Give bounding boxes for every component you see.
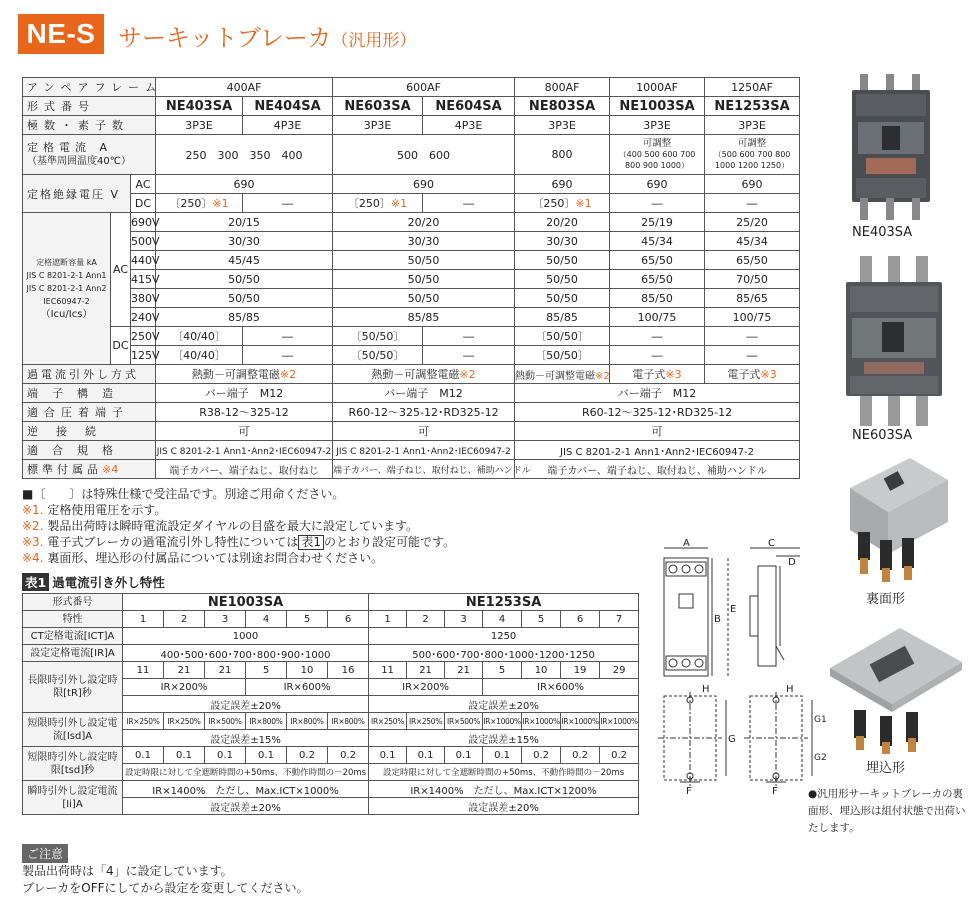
label-poles: 極数・素子数 — [23, 116, 156, 135]
t1-short: IR×800% — [246, 713, 287, 730]
rated-800: 800 — [515, 135, 610, 175]
terminal-400: バー端子 M12 — [156, 384, 333, 403]
terminal-600: バー端子 M12 — [333, 384, 515, 403]
t1-num: 1 — [369, 611, 407, 628]
caution-line-2: ブレーカをOFFにしてから設定を変更してください。 — [22, 881, 309, 895]
t1-stime: 0.1 — [246, 747, 287, 764]
dim-c: C — [768, 538, 775, 549]
break-voltage: 690V — [131, 213, 156, 232]
dim-f: F — [686, 786, 692, 797]
t1-long: 10 — [287, 662, 328, 679]
break-cell: 45/45 — [156, 251, 333, 270]
t1-num: 2 — [407, 611, 445, 628]
break-voltage: 250V — [131, 327, 156, 346]
poles-cell: 3P3E — [333, 116, 423, 135]
note-1: ※1. 定格使用電圧を示す。 — [22, 503, 167, 517]
label-breaking-2: JIS C 8201-2-1 Ann1 — [26, 271, 107, 280]
reverse-400: 可 — [156, 422, 333, 441]
note-0: ■〔 〕は特殊仕様で受注品です。別途ご用命ください。 — [22, 487, 345, 501]
label-model: 形式番号 — [23, 97, 156, 116]
break-voltage: 415V — [131, 270, 156, 289]
t1-num: 6 — [328, 611, 369, 628]
t1-long: 11 — [369, 662, 407, 679]
row-break-dc125 — [23, 346, 800, 365]
rated-1250-a: （500 600 700 800 — [713, 150, 791, 159]
row-poles — [23, 116, 800, 135]
t1-stime: 0.1 — [205, 747, 246, 764]
rated-1000 — [610, 135, 705, 175]
t1-num: 5 — [287, 611, 328, 628]
trip-800: 熱動－可調整電磁※2 — [515, 365, 610, 384]
label-trip: 過電流引外し方式 — [23, 365, 156, 384]
dim-e: E — [730, 604, 737, 615]
t1-num: 3 — [205, 611, 246, 628]
ne403sa-label: NE403SA — [852, 225, 913, 240]
rated-1000-b: 800 900 1000） — [625, 161, 690, 170]
t1-short: IR×1000% — [600, 713, 639, 730]
break-cell: 〔50/50〕 — [333, 327, 423, 346]
break-cell: ― — [705, 346, 800, 365]
poles-cell: 4P3E — [423, 116, 515, 135]
ne403sa-photo — [846, 74, 936, 220]
break-cell: ― — [243, 327, 333, 346]
t1-stime: 0.2 — [561, 747, 600, 764]
t1-inst-1000: IR×1400% ただし、Max.ICT×1000% — [123, 781, 369, 798]
break-cell: 65/50 — [610, 251, 705, 270]
ins-ac-400: 690 — [156, 175, 333, 194]
frame-1250: 1250AF — [705, 78, 800, 97]
break-cell: ― — [243, 346, 333, 365]
reverse-600: 可 — [333, 422, 515, 441]
t1-long: 21 — [407, 662, 445, 679]
frame-600: 600AF — [333, 78, 515, 97]
t1-inst-1250: IR×1400% ただし、Max.ICT×1200% — [369, 781, 639, 798]
t1-long-tol: 設定誤差±20% — [369, 696, 639, 713]
t1-inst-tol: 設定誤差±20% — [369, 798, 639, 815]
break-cell: ― — [423, 327, 515, 346]
t1-set-1000: 400･500･600･700･800･900･1000 — [123, 645, 369, 662]
label-frame: アンペアフレーム — [23, 78, 156, 97]
t1-stime: 0.1 — [369, 747, 407, 764]
note-2: ※2. 製品出荷時は瞬時電流設定ダイヤルの目盛を最大に設定しています。 — [22, 519, 419, 533]
t1-row-inst — [23, 781, 639, 798]
t1-long: 5 — [483, 662, 522, 679]
label-standard: 適合規格 — [23, 441, 156, 460]
t1-short-tol: 設定誤差±15% — [123, 730, 369, 747]
t1-stime: 0.2 — [522, 747, 561, 764]
ins-dc-803: 〔250〕※1 — [515, 194, 610, 213]
t1-long: 21 — [445, 662, 483, 679]
break-cell: ― — [705, 327, 800, 346]
break-cell: 〔40/40〕 — [156, 327, 243, 346]
t1-short: IR×800% — [287, 713, 328, 730]
label-ins-ac: AC — [131, 175, 156, 194]
mount-note: ●汎用形サーキットブレーカの裏面形、埋込形は組付状態で出荷いたします。 — [808, 788, 966, 834]
row-reverse — [23, 422, 800, 441]
break-cell: 20/15 — [156, 213, 333, 232]
break-cell: 45/34 — [705, 232, 800, 251]
rated-600: 500 600 — [333, 135, 515, 175]
t1-label-short: 短限時引外し設定電流[Isd]A — [23, 713, 123, 747]
row-terminal — [23, 384, 800, 403]
overcurrent-table — [22, 593, 639, 815]
break-cell: 50/50 — [333, 289, 515, 308]
break-cell: 100/75 — [610, 308, 705, 327]
t1-stime: 0.1 — [483, 747, 522, 764]
row-accessory — [23, 460, 800, 479]
frame-400: 400AF — [156, 78, 333, 97]
t1-num: 5 — [522, 611, 561, 628]
model-ne803sa: NE803SA — [515, 97, 610, 116]
caution-section — [22, 843, 309, 895]
ins-dc-604: ― — [423, 194, 515, 213]
t1-long: 11 — [123, 662, 164, 679]
caution-line-1: 製品出荷時は「4」に設定しています。 — [22, 864, 233, 878]
t1-short: IR×500% — [205, 713, 246, 730]
notes — [22, 486, 455, 566]
label-breaking-1: 定格遮断容量 kA — [36, 258, 97, 267]
break-cell: 100/75 — [705, 308, 800, 327]
ins-dc-404: ― — [243, 194, 333, 213]
trip-1250: 電子式※3 — [705, 365, 800, 384]
t1-stime-note: 設定時限に対して全遮断時間の+50ms、不動作時間の－20ms — [123, 764, 369, 781]
t1-label-inst: 瞬時引外し設定電流[Ii]A — [23, 781, 123, 815]
label-ins-dc: DC — [131, 194, 156, 213]
ins-ac-1000: 690 — [610, 175, 705, 194]
t1-num: 4 — [483, 611, 522, 628]
break-cell: 〔50/50〕 — [515, 346, 610, 365]
dim-g2: G2 — [814, 753, 827, 763]
frame-1000: 1000AF — [610, 78, 705, 97]
t1-num: 2 — [164, 611, 205, 628]
label-insulation: 定格絶縁電圧 V — [23, 175, 131, 213]
caution-text — [22, 863, 309, 897]
break-cell: 20/20 — [515, 213, 610, 232]
row-break-500 — [23, 232, 800, 251]
t1-row-char — [23, 611, 639, 628]
t1-label-model: 形式番号 — [23, 594, 123, 611]
label-breaking — [23, 213, 111, 365]
crimp-600: R60-12～325-12･RD325-12 — [333, 403, 515, 422]
break-cell: ― — [423, 346, 515, 365]
dim-f-2: F — [772, 786, 778, 797]
reverse-800: 可 — [515, 422, 800, 441]
t1-label-char: 特性 — [23, 611, 123, 628]
poles-cell: 3P3E — [515, 116, 610, 135]
row-break-240 — [23, 308, 800, 327]
t1-row-model — [23, 594, 639, 611]
note-4: ※4. 裏面形、埋込形の付属品については別途お問合わせください。 — [22, 551, 384, 565]
t1-stime: 0.1 — [407, 747, 445, 764]
t1-long-tol: 設定誤差±20% — [123, 696, 369, 713]
row-model — [23, 97, 800, 116]
crimp-400: R38-12～325-12 — [156, 403, 333, 422]
rated-400: 250 300 350 400 — [156, 135, 333, 175]
label-rated-current — [23, 135, 156, 175]
poles-cell: 4P3E — [243, 116, 333, 135]
label-breaking-5: （Icu/Ics） — [40, 309, 93, 320]
t1-stime: 0.2 — [600, 747, 639, 764]
break-cell: 〔50/50〕 — [515, 327, 610, 346]
row-crimp — [23, 403, 800, 422]
model-ne603sa: NE603SA — [333, 97, 423, 116]
t1-row-long — [23, 662, 639, 679]
t1-stime: 0.1 — [445, 747, 483, 764]
t1-label-set: 設定定格電流[IR]A — [23, 645, 123, 662]
flush-type-photo — [826, 618, 966, 754]
break-cell: 50/50 — [515, 289, 610, 308]
t1-num: 4 — [246, 611, 287, 628]
t1-long-mult: IR×600% — [246, 679, 369, 696]
label-break-dc: DC — [111, 327, 131, 365]
model-ne404sa: NE404SA — [243, 97, 333, 116]
t1-stime: 0.1 — [164, 747, 205, 764]
t1-short: IR×500% — [445, 713, 483, 730]
series-badge: NE-S — [18, 14, 104, 54]
break-cell: ― — [610, 327, 705, 346]
break-voltage: 125V — [131, 346, 156, 365]
label-accessory: 標準付属品※4 — [23, 460, 156, 479]
t1-long: 16 — [328, 662, 369, 679]
label-breaking-3: JIS C 8201-2-1 Ann2 — [26, 284, 107, 293]
break-voltage: 440V — [131, 251, 156, 270]
dim-a: A — [683, 538, 690, 549]
dim-h: H — [702, 684, 710, 695]
t1-inst-tol: 設定誤差±20% — [123, 798, 369, 815]
t1-label-long: 長限時引外し設定時限[tR]秒 — [23, 662, 123, 713]
trip-1000: 電子式※3 — [610, 365, 705, 384]
row-insulation-ac — [23, 175, 800, 194]
trip-400: 熱動－可調整電磁※2 — [156, 365, 333, 384]
break-cell: 65/50 — [705, 251, 800, 270]
title-text: サーキットブレーカ — [118, 24, 332, 52]
t1-long-mult: IR×200% — [123, 679, 246, 696]
break-cell: 50/50 — [156, 289, 333, 308]
ins-ac-600: 690 — [333, 175, 515, 194]
caution-tag: ご注意 — [22, 844, 68, 863]
accessory-400: 端子カバー、端子ねじ、取付ねじ — [156, 460, 333, 479]
label-rated-sub: （基準周囲温度40℃） — [27, 155, 131, 167]
title-sub: （汎用形） — [331, 31, 417, 51]
t1-short: IR×1000% — [483, 713, 522, 730]
break-cell: 50/50 — [515, 251, 610, 270]
model-ne403sa: NE403SA — [156, 97, 243, 116]
dim-h-2: H — [786, 684, 794, 695]
t1-long: 21 — [164, 662, 205, 679]
rear-type-label: 裏面形 — [866, 592, 906, 607]
t1-short: IR×250% — [123, 713, 164, 730]
dim-g1: G1 — [814, 715, 827, 725]
row-insulation-dc — [23, 194, 800, 213]
break-cell: 30/30 — [515, 232, 610, 251]
t1-num: 6 — [561, 611, 600, 628]
table1-title: 過電流引き外し特性 — [52, 575, 165, 590]
frame-800: 800AF — [515, 78, 610, 97]
t1-long: 10 — [522, 662, 561, 679]
t1-model-1000: NE1003SA — [123, 594, 369, 611]
t1-stime: 0.1 — [123, 747, 164, 764]
ins-dc-403: 〔250〕※1 — [156, 194, 243, 213]
row-rated-current — [23, 135, 800, 175]
dim-g: G — [728, 734, 736, 745]
break-voltage: 500V — [131, 232, 156, 251]
t1-stime-note: 設定時限に対して全遮断時間の+50ms、不動作時間の－20ms — [369, 764, 639, 781]
t1-num: 1 — [123, 611, 164, 628]
break-cell: 20/20 — [333, 213, 515, 232]
break-cell: ― — [610, 346, 705, 365]
break-cell: 〔40/40〕 — [156, 346, 243, 365]
standard-800: JIS C 8201-2-1 Ann1･Ann2･IEC60947-2 — [515, 441, 800, 460]
ne603sa-photo — [842, 256, 946, 426]
label-terminal: 端子構造 — [23, 384, 156, 403]
poles-cell: 3P3E — [610, 116, 705, 135]
break-cell: 30/30 — [333, 232, 515, 251]
break-voltage: 240V — [131, 308, 156, 327]
label-break-ac: AC — [111, 213, 131, 327]
break-cell: 25/20 — [705, 213, 800, 232]
terminal-800: バー端子 M12 — [515, 384, 800, 403]
t1-long: 19 — [561, 662, 600, 679]
t1-num: 7 — [600, 611, 639, 628]
ins-dc-1000: ― — [610, 194, 705, 213]
rated-1250 — [705, 135, 800, 175]
t1-row-set — [23, 645, 639, 662]
row-frame — [23, 78, 800, 97]
t1-short: IR×250% — [164, 713, 205, 730]
break-cell: 85/85 — [333, 308, 515, 327]
label-reverse: 逆接続 — [23, 422, 156, 441]
dimension-drawing — [650, 536, 827, 797]
trip-600: 熱動－可調整電磁※2 — [333, 365, 515, 384]
rated-1000-title: 可調整 — [642, 138, 672, 149]
label-rated-main: 定格電流 A — [27, 140, 113, 154]
rear-type-photo — [840, 458, 952, 584]
break-cell: 70/50 — [705, 270, 800, 289]
break-cell: 45/34 — [610, 232, 705, 251]
dim-b: B — [714, 614, 721, 625]
rated-1250-b: 1000 1200 1250） — [714, 161, 790, 170]
ins-ac-800: 690 — [515, 175, 610, 194]
t1-short: IR×1000% — [561, 713, 600, 730]
label-crimp: 適合圧着端子 — [23, 403, 156, 422]
t1-long: 5 — [246, 662, 287, 679]
model-ne1253sa: NE1253SA — [705, 97, 800, 116]
break-cell: 85/50 — [610, 289, 705, 308]
standard-400: JIS C 8201-2-1 Ann1･Ann2･IEC60947-2 — [156, 441, 333, 460]
break-cell: 65/50 — [610, 270, 705, 289]
rated-1250-title: 可調整 — [737, 138, 767, 149]
accessory-600: 端子カバー、端子ねじ、取付ねじ、補助ハンドル — [333, 460, 515, 479]
t1-long: 29 — [600, 662, 639, 679]
t1-short: IR×1000% — [522, 713, 561, 730]
crimp-800: R60-12～325-12･RD325-12 — [515, 403, 800, 422]
label-breaking-4: IEC60947-2 — [43, 297, 90, 306]
rated-1000-a: （400 500 600 700 — [618, 150, 696, 159]
row-break-415 — [23, 270, 800, 289]
t1-stime: 0.2 — [287, 747, 328, 764]
ins-ac-1250: 690 — [705, 175, 800, 194]
table1-heading — [22, 573, 165, 591]
note-3: ※3. 電子式ブレーカの過電流引外し特性については 表1 のとおり設定可能です。 — [22, 535, 456, 549]
break-cell: 85/65 — [705, 289, 800, 308]
t1-short: IR×250% — [369, 713, 407, 730]
row-break-380 — [23, 289, 800, 308]
poles-cell: 3P3E — [705, 116, 800, 135]
t1-long: 21 — [205, 662, 246, 679]
break-cell: 50/50 — [333, 270, 515, 289]
break-cell: 〔50/50〕 — [333, 346, 423, 365]
t1-ct-1250: 1250 — [369, 628, 639, 645]
dim-d: D — [788, 557, 796, 568]
t1-row-ct — [23, 628, 639, 645]
break-cell: 25/19 — [610, 213, 705, 232]
break-cell: 85/85 — [156, 308, 333, 327]
row-break-dc250 — [23, 327, 800, 346]
t1-num: 3 — [445, 611, 483, 628]
break-cell: 30/30 — [156, 232, 333, 251]
poles-cell: 3P3E — [156, 116, 243, 135]
t1-stime: 0.2 — [328, 747, 369, 764]
accessory-800: 端子カバー、端子ねじ、取付ねじ、補助ハンドル — [515, 460, 800, 479]
t1-short-tol: 設定誤差±15% — [369, 730, 639, 747]
break-voltage: 380V — [131, 289, 156, 308]
row-standard — [23, 441, 800, 460]
table-ref-box: 表1 — [298, 535, 324, 550]
t1-ct-1000: 1000 — [123, 628, 369, 645]
t1-label-ct: CT定格電流[ICT]A — [23, 628, 123, 645]
standard-600: JIS C 8201-2-1 Ann1･Ann2･IEC60947-2 — [333, 441, 515, 460]
break-cell: 85/85 — [515, 308, 610, 327]
flush-type-label: 埋込形 — [866, 761, 906, 776]
t1-long-mult: IR×200% — [369, 679, 483, 696]
row-trip — [23, 365, 800, 384]
ins-dc-603: 〔250〕※1 — [333, 194, 423, 213]
t1-short: IR×250% — [407, 713, 445, 730]
t1-set-1250: 500･600･700･800･1000･1200･1250 — [369, 645, 639, 662]
row-break-690 — [23, 213, 800, 232]
t1-row-short — [23, 713, 639, 730]
model-ne1003sa: NE1003SA — [610, 97, 705, 116]
page-title — [118, 18, 416, 53]
row-break-440 — [23, 251, 800, 270]
ne603sa-label: NE603SA — [852, 428, 913, 443]
table1-tag: 表1 — [22, 573, 49, 591]
break-cell: 50/50 — [156, 270, 333, 289]
ins-dc-1250: ― — [705, 194, 800, 213]
t1-short: IR×800% — [328, 713, 369, 730]
t1-long-mult: IR×600% — [483, 679, 639, 696]
spec-table — [22, 77, 800, 479]
model-ne604sa: NE604SA — [423, 97, 515, 116]
t1-model-1250: NE1253SA — [369, 594, 639, 611]
t1-label-stime: 短限時引外し設定時限[tsd]秒 — [23, 747, 123, 781]
break-cell: 50/50 — [333, 251, 515, 270]
t1-row-stime — [23, 747, 639, 764]
break-cell: 50/50 — [515, 270, 610, 289]
